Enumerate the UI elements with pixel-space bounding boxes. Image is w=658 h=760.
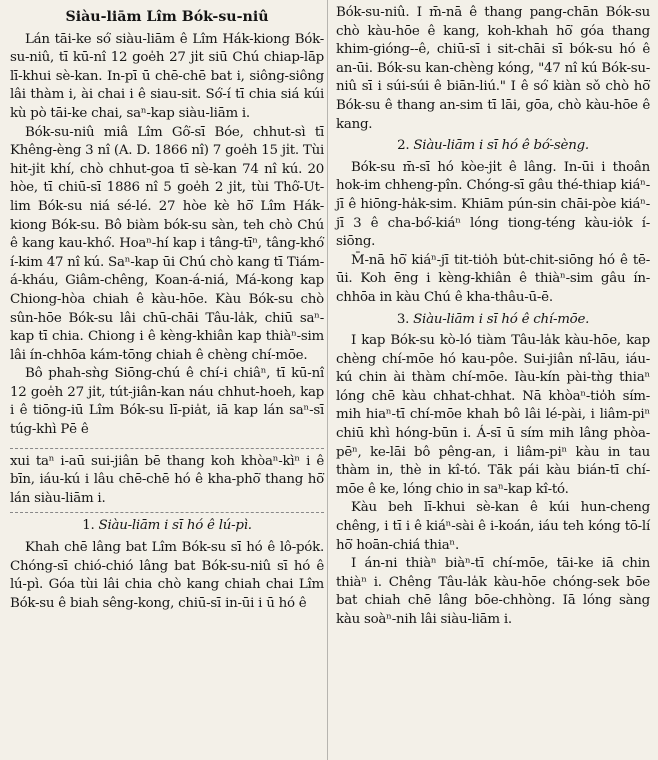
column-divider <box>327 0 328 760</box>
section-number: 2. <box>397 138 410 154</box>
section-number: 3. <box>396 311 410 327</box>
paragraph: Bók-su-niû miâ Lîm Gô͘-sī Bóe, chhut-sì tī Khêng-èng 3 nî (A. D. 1866 nî) 7 goe̍h 15 ji̍t. Tùi hit-ji̍t khí, chò chhut-goa tī sè-kan 74 nî kú. 20 hòe, tī chiū-sī 1886 nî 5 goe̍h 2 ji̍t, tùi Thô͘-Ut-lim Bók-su niá sé-lé. 27 hòe kè hō͘ Lîm Hák-kiong Bók-su. Bô biàm bók-su sàn, teh chò Chú ê kang kau-khó͘. Hoaⁿ-hí kap i tâng-tīⁿ, tâng-khó͘ í-kim 47 nî kú. Saⁿ-kap ūi Chú chò kang tī Tiám-á-kháu, Giâm-chêng, Koan-á-niá, Má-kong kap Chiong-hòa chiah ê kàu-hōe. Kàu Bók-su chò sûn-hōe Bók-su lâi chū-chāi Tâu-la̍k, chiū saⁿ-kap tī chia. Chiong i ê kèng-khiân kap thiàⁿ-sim lâi ín-chhōa kám-tōng chiah ê chèng chí-mōe. <box>10 124 324 363</box>
section-heading <box>10 517 324 536</box>
paragraph: M̄-nā hō͘ kiáⁿ-jī tit-tio̍h bu̍t-chit-siōng hó ê tē-ūi. Koh ēng i kèng-khiân ê thiàⁿ-sim gâu ín-chhōa in kàu Chú ê kha-thâu-ū-ē. <box>336 252 650 305</box>
paragraph: Bók-su m̄-sī hó kòe-ji̍t ê lâng. In-ūi i thoân hok-im chheng-pîn. Chóng-sī gâu thé-thiap kiáⁿ-jī ê hiōng-ha̍k-sim. Khiām pún-sin chāi-pòe kiáⁿ-jī 3 ê cha-bó͘-kiáⁿ lóng tiong-téng kàu-io̍k í-siōng. <box>336 159 650 250</box>
torn-paragraph: xui taⁿ i-aū sui-jiân bē thang koh khòaⁿ-kìⁿ i ê bīn, iáu-kú i lâu chē-chē hó ê kha-phō͘ thang hō͘ lán siàu-liām i. <box>10 448 324 514</box>
left-column <box>10 4 324 613</box>
section-title: Siàu-liām i sī hó ê bó͘-sèng. <box>413 138 589 154</box>
paragraph: Khah chē lâng bat Lîm Bók-su sī hó ê lô-pók. Chóng-sī chió-chió lâng bat Bók-su-niû sī hó ê lú-pì. Góa tùi lâi chia chò kang chiah chai Lîm Bók-su ê biah sêng-kong, chiū-sī in-ūi i ū hó ê <box>10 540 324 611</box>
section-title: Siàu-liām i sī hó ê lú-pì. <box>98 518 252 534</box>
paragraph: I kap Bók-su kò-ló tiàm Tâu-la̍k kàu-hōe, kap chèng chí-mōe hó kau-pôe. Sui-jiân nî-lāu, iáu-kú chin ài thàm chí-mōe. Iàu-kín pài-tǹg thiaⁿ lóng chē kàu chhat-chhat. Nā khòaⁿ-tio̍h sím-mih hiaⁿ-tī chí-mōe khah bô lâi lé-pài, i liâm-piⁿ chiū khì hóng-būn i. Á-sī ū sím mih lâng phòa-pēⁿ, ke-lāi bô pêng-an, i liâm-piⁿ kàu in tau thàm in, thè in kî-tó. Tāk pái kàu bián-tī chí-mōe ê ke, lóng chio in saⁿ-kap kî-tó. <box>336 333 650 497</box>
paragraph: I án-ni thiàⁿ biàⁿ-tī chí-mōe, tāi-ke iā chin thiàⁿ i. Chêng Tâu-la̍k kàu-hōe chóng-sek bōe bat chiah chē lâng bōe-chhòng. Iā lóng sàng kàu soàⁿ-nih lâi siàu-liām i. <box>336 556 650 627</box>
section-heading <box>336 311 650 330</box>
paragraph: Bók-su-niû. I m̄-nā ê thang pang-chān Bók-su chò kàu-hōe ê kang, koh-khah hō͘ góa thang khim-gióng--ê, chiū-sī i sit-chāi sī bók-su hó ê an-ūi. Bók-su kan-chèng kóng, "47 nî kú Bók-su-niû sī i súi-súi ê biān-liú." I ê só͘ kiàn sǒ chò hō͘ Bók-su ê thang an-sim tī lāi, gōa, chò kàu-hōe ê kang. <box>336 5 650 132</box>
paragraph: Bô phah-sǹg Siōng-chú ê chí-i chiâⁿ, tī kū-nî 12 goe̍h 27 ji̍t, tút-jiân-kan náu chhut-hoeh, kap i ê tiōng-iū Lîm Bók-su lī-pia̍t, iā kap lán saⁿ-sī túg-khì Pē ê <box>10 366 324 438</box>
section-title: Siàu-liām i sī hó ê chí-mōe. <box>413 311 590 327</box>
section-number: 1. <box>82 518 95 534</box>
right-column <box>336 4 650 630</box>
article-title: Siàu-liām Lîm Bók-su-niû <box>65 9 269 25</box>
paragraph: Lán tāi-ke só͘ siàu-liām ê Lîm Hák-kiong Bók-su-niû, tī kū-nî 12 goe̍h 27 ji̍t siū Chú chiap-lāp lī-khui sè-kan. In-pī ū chē-chē bat i, siông-siông lâi thàm i, ài chai i ê siau-sit. Só͘-í tī chia siá kúi kù pò tāi-ke chai, saⁿ-kap siàu-liām i. <box>10 31 324 121</box>
section-heading <box>336 137 650 156</box>
paragraph: Kàu beh lī-khui sè-kan ê kúi hun-cheng chêng, i tī i ê kiáⁿ-sài ê i-koán, iáu teh kóng tō-lí hō͘ hoān-chiá thiaⁿ. <box>336 500 650 553</box>
